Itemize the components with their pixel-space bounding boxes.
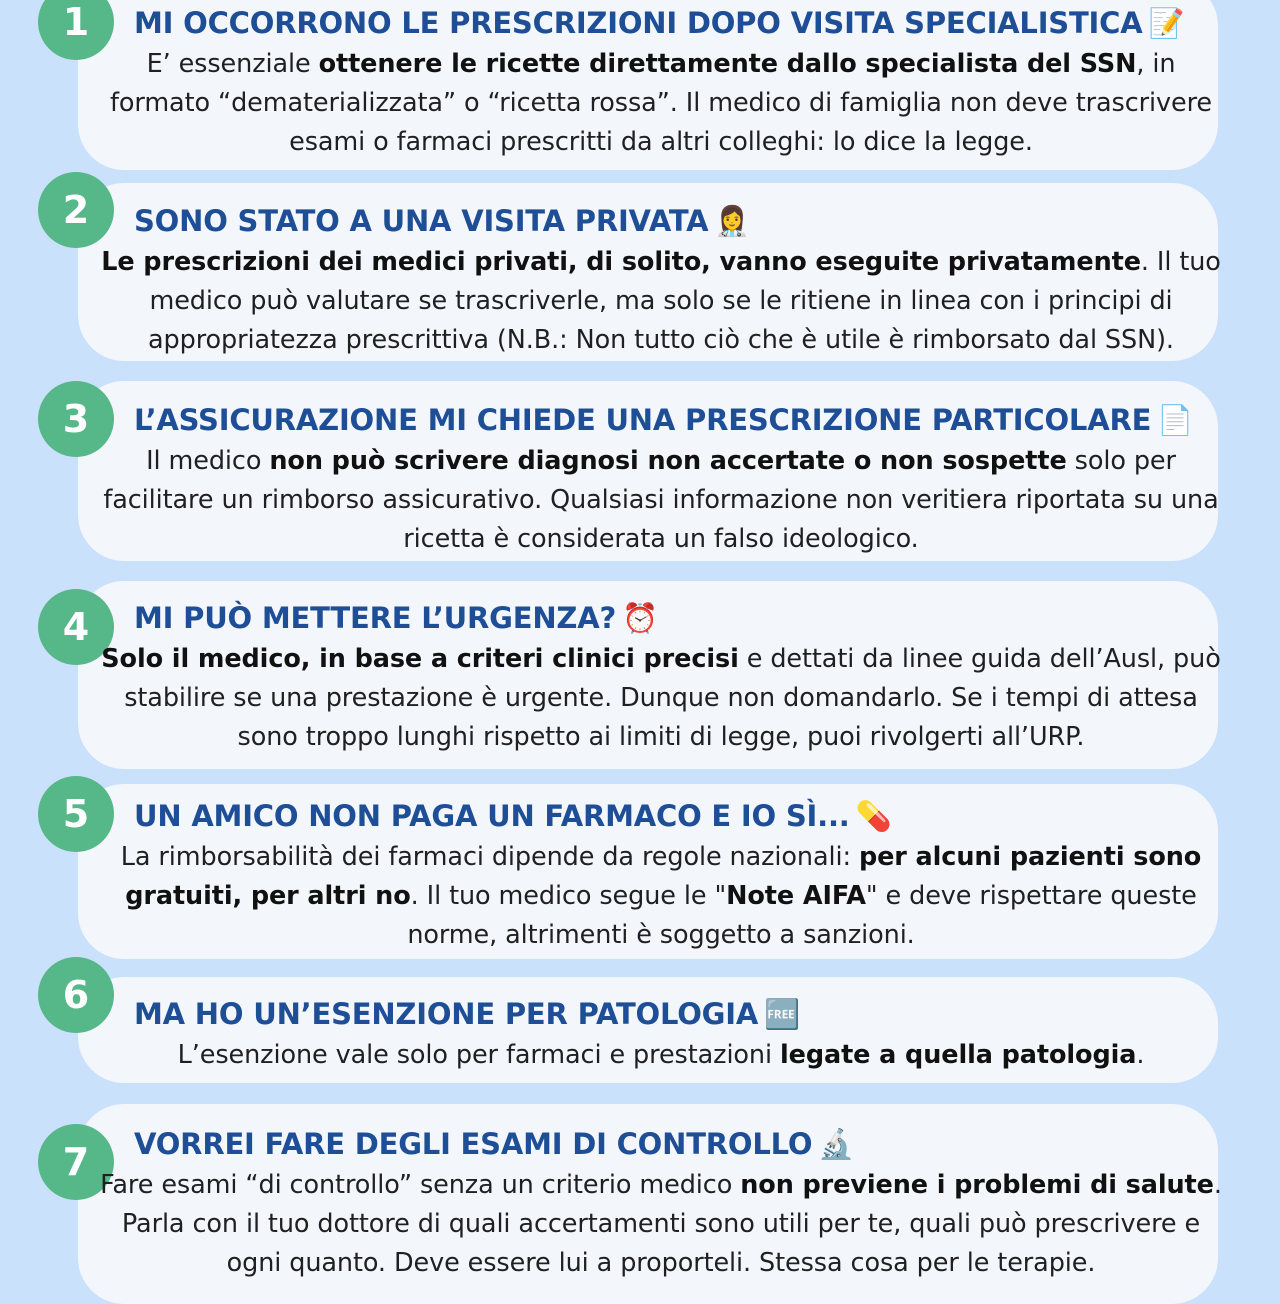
alarm-clock-icon: ⏰ — [622, 601, 659, 635]
faq-title-6 — [134, 993, 1220, 1035]
health-worker-icon: 👩‍⚕️ — [714, 204, 751, 238]
document-icon: 📄 — [1157, 403, 1194, 437]
faq-title-4 — [134, 597, 1220, 639]
body-text: . Il tuo medico segue le " — [410, 881, 727, 911]
number-badge-1: 1 — [38, 0, 114, 60]
faq-body-7 — [96, 1166, 1226, 1283]
body-text: . Parla con il tuo dottore di quali accertamenti sono utili per te, quali può prescrivere e ogni quanto. Deve essere lui a proporteli. Stessa cosa per le terapie. — [121, 1170, 1222, 1278]
emphasis-text: legate a quella patologia — [780, 1040, 1137, 1070]
faq-title-5 — [134, 795, 1220, 837]
microscope-icon: 🔬 — [818, 1127, 855, 1161]
faq-title-1-text: MI OCCORRONO LE PRESCRIZIONI DOPO VISITA SPECIALISTICA — [134, 6, 1143, 40]
body-text: , in formato “dematerializzata” o “ricetta rossa”. Il medico di famiglia non deve trascrivere esami o farmaci prescritti da altri colleghi: lo dice la legge. — [110, 49, 1212, 157]
body-text: Il medico — [146, 446, 270, 476]
number-badge-4: 4 — [38, 589, 114, 665]
body-text: " e deve rispettare queste norme, altrimenti è soggetto a sanzioni. — [407, 881, 1197, 950]
free-icon: 🆓 — [764, 997, 801, 1031]
faq-body-3 — [96, 442, 1226, 559]
faq-title-1 — [134, 2, 1220, 44]
faq-body-6 — [96, 1036, 1226, 1075]
emphasis-text: Solo il medico, in base a criteri clinici precisi — [101, 644, 739, 674]
faq-title-3 — [134, 399, 1220, 441]
faq-title-3-text: L’ASSICURAZIONE MI CHIEDE UNA PRESCRIZIONE PARTICOLARE — [134, 403, 1152, 437]
body-text: e dettati da linee guida dell’Ausl, può stabilire se una prestazione è urgente. Dunque non domandarlo. Se i tempi di attesa sono troppo lunghi rispetto ai limiti di legge, puoi rivolgerti all’URP. — [124, 644, 1221, 752]
number-badge-6: 6 — [38, 957, 114, 1033]
body-text: . Il tuo medico può valutare se trascriverle, ma solo se le ritiene in linea con i principi di appropriatezza prescrittiva (N.B.: Non tutto ciò che è utile è rimborsato dal SSN). — [148, 247, 1221, 355]
body-text: La rimborsabilità dei farmaci dipende da regole nazionali: — [120, 842, 859, 872]
number-badge-5: 5 — [38, 776, 114, 852]
body-text: solo per facilitare un rimborso assicurativo. Qualsiasi informazione non veritiera riportata su una ricetta è considerata un falso ideologico. — [103, 446, 1219, 554]
emphasis-text: per alcuni pazienti sono gratuiti, per altri no — [125, 842, 1202, 911]
faq-title-4-text: MI PUÒ METTERE L’URGENZA? — [134, 601, 617, 635]
emphasis-text: non previene i problemi di salute — [740, 1170, 1214, 1200]
faq-title-5-text: UN AMICO NON PAGA UN FARMACO E IO SÌ... — [134, 799, 850, 833]
faq-title-7 — [134, 1123, 1220, 1165]
emphasis-text: Le prescrizioni dei medici privati, di solito, vanno eseguite privatamente — [101, 247, 1141, 277]
emphasis-text: non può scrivere diagnosi non accertate o non sospette — [269, 446, 1067, 476]
number-badge-7: 7 — [38, 1124, 114, 1200]
number-badge-3: 3 — [38, 381, 114, 457]
pill-icon: 💊 — [855, 799, 892, 833]
faq-body-2 — [96, 243, 1226, 360]
memo-icon: 📝 — [1148, 6, 1185, 40]
faq-title-6-text: MA HO UN’ESENZIONE PER PATOLOGIA — [134, 997, 759, 1031]
body-text: Fare esami “di controllo” senza un criterio medico — [100, 1170, 741, 1200]
faq-body-1 — [96, 45, 1226, 162]
body-text: L’esenzione vale solo per farmaci e prestazioni — [177, 1040, 780, 1070]
faq-title-7-text: VORREI FARE DEGLI ESAMI DI CONTROLLO — [134, 1127, 813, 1161]
faq-title-2-text: SONO STATO A UNA VISITA PRIVATA — [134, 204, 709, 238]
emphasis-text: Note AIFA — [726, 881, 866, 911]
faq-body-4 — [96, 640, 1226, 757]
faq-title-2 — [134, 200, 1220, 242]
body-text: E’ essenziale — [146, 49, 319, 79]
number-badge-2: 2 — [38, 172, 114, 248]
emphasis-text: ottenere le ricette direttamente dallo specialista del SSN — [318, 49, 1137, 79]
faq-body-5 — [96, 838, 1226, 955]
body-text: . — [1136, 1040, 1145, 1070]
